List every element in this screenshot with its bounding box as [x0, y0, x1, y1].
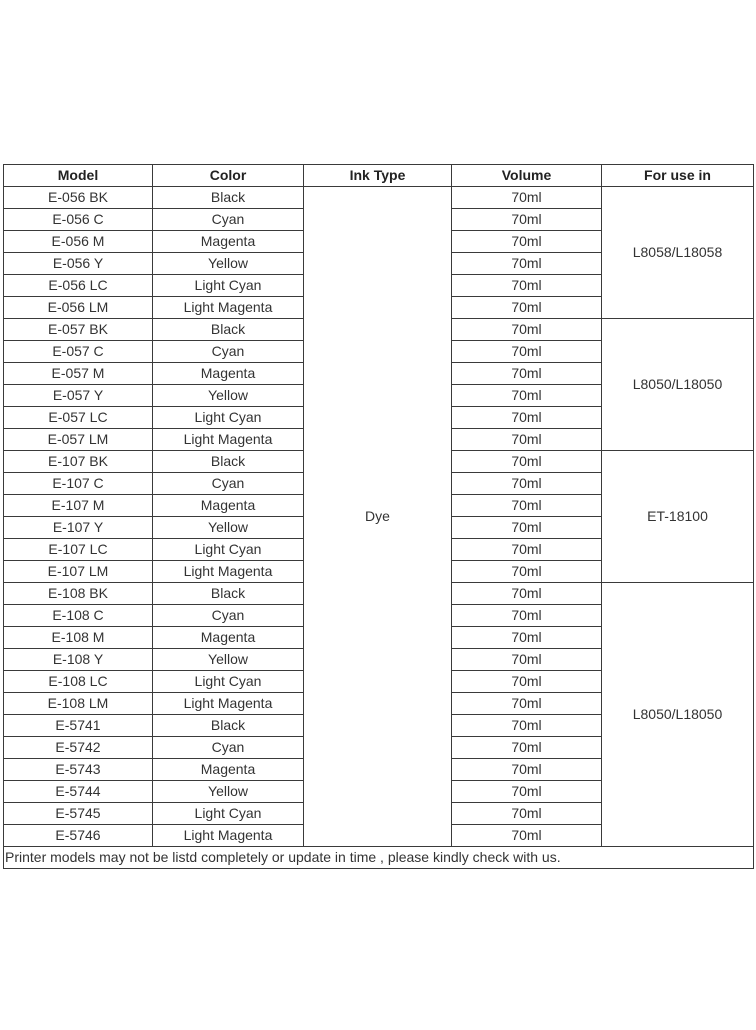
volume-cell: 70ml: [452, 429, 602, 451]
color-cell: Magenta: [153, 495, 304, 517]
header-model: Model: [4, 165, 153, 187]
volume-cell: 70ml: [452, 781, 602, 803]
color-cell: Light Cyan: [153, 803, 304, 825]
for-use-in-cell: L8050/L18050: [602, 319, 754, 451]
model-cell: E-107 Y: [4, 517, 153, 539]
volume-cell: 70ml: [452, 231, 602, 253]
for-use-in-cell: L8050/L18050: [602, 583, 754, 847]
model-cell: E-5746: [4, 825, 153, 847]
volume-cell: 70ml: [452, 561, 602, 583]
header-for-use-in: For use in: [602, 165, 754, 187]
model-cell: E-057 BK: [4, 319, 153, 341]
model-cell: E-057 Y: [4, 385, 153, 407]
model-cell: E-5741: [4, 715, 153, 737]
footnote: Printer models may not be listd completely or update in time , please kindly check with us.: [4, 847, 754, 869]
volume-cell: 70ml: [452, 495, 602, 517]
color-cell: Black: [153, 715, 304, 737]
volume-cell: 70ml: [452, 319, 602, 341]
for-use-in-cell: L8058/L18058: [602, 187, 754, 319]
model-cell: E-057 C: [4, 341, 153, 363]
volume-cell: 70ml: [452, 209, 602, 231]
color-cell: Light Cyan: [153, 407, 304, 429]
color-cell: Black: [153, 451, 304, 473]
volume-cell: 70ml: [452, 363, 602, 385]
color-cell: Light Magenta: [153, 825, 304, 847]
model-cell: E-108 M: [4, 627, 153, 649]
model-cell: E-5742: [4, 737, 153, 759]
volume-cell: 70ml: [452, 253, 602, 275]
header-color: Color: [153, 165, 304, 187]
volume-cell: 70ml: [452, 759, 602, 781]
model-cell: E-056 Y: [4, 253, 153, 275]
color-cell: Yellow: [153, 649, 304, 671]
model-cell: E-057 LM: [4, 429, 153, 451]
color-cell: Light Magenta: [153, 561, 304, 583]
model-cell: E-057 LC: [4, 407, 153, 429]
for-use-in-cell: ET-18100: [602, 451, 754, 583]
color-cell: Cyan: [153, 341, 304, 363]
table-row: [4, 187, 754, 209]
volume-cell: 70ml: [452, 451, 602, 473]
volume-cell: 70ml: [452, 649, 602, 671]
model-cell: E-5744: [4, 781, 153, 803]
volume-cell: 70ml: [452, 385, 602, 407]
volume-cell: 70ml: [452, 671, 602, 693]
volume-cell: 70ml: [452, 693, 602, 715]
color-cell: Light Cyan: [153, 671, 304, 693]
color-cell: Black: [153, 319, 304, 341]
color-cell: Light Magenta: [153, 297, 304, 319]
model-cell: E-108 LM: [4, 693, 153, 715]
color-cell: Cyan: [153, 473, 304, 495]
model-cell: E-107 M: [4, 495, 153, 517]
volume-cell: 70ml: [452, 605, 602, 627]
color-cell: Cyan: [153, 737, 304, 759]
model-cell: E-108 LC: [4, 671, 153, 693]
volume-cell: 70ml: [452, 737, 602, 759]
model-cell: E-056 BK: [4, 187, 153, 209]
model-cell: E-5745: [4, 803, 153, 825]
model-cell: E-107 C: [4, 473, 153, 495]
model-cell: E-108 BK: [4, 583, 153, 605]
volume-cell: 70ml: [452, 473, 602, 495]
model-cell: E-056 LM: [4, 297, 153, 319]
color-cell: Magenta: [153, 363, 304, 385]
header-row: [4, 165, 754, 187]
color-cell: Cyan: [153, 605, 304, 627]
model-cell: E-107 LC: [4, 539, 153, 561]
header-ink-type: Ink Type: [304, 165, 452, 187]
volume-cell: 70ml: [452, 825, 602, 847]
color-cell: Yellow: [153, 385, 304, 407]
volume-cell: 70ml: [452, 517, 602, 539]
model-cell: E-056 M: [4, 231, 153, 253]
color-cell: Light Magenta: [153, 693, 304, 715]
volume-cell: 70ml: [452, 583, 602, 605]
volume-cell: 70ml: [452, 715, 602, 737]
model-cell: E-107 LM: [4, 561, 153, 583]
volume-cell: 70ml: [452, 341, 602, 363]
volume-cell: 70ml: [452, 275, 602, 297]
color-cell: Light Cyan: [153, 539, 304, 561]
volume-cell: 70ml: [452, 187, 602, 209]
color-cell: Light Cyan: [153, 275, 304, 297]
model-cell: E-056 C: [4, 209, 153, 231]
color-cell: Black: [153, 187, 304, 209]
volume-cell: 70ml: [452, 803, 602, 825]
table-body: [4, 187, 754, 847]
header-volume: Volume: [452, 165, 602, 187]
model-cell: E-5743: [4, 759, 153, 781]
model-cell: E-056 LC: [4, 275, 153, 297]
volume-cell: 70ml: [452, 539, 602, 561]
model-cell: E-108 Y: [4, 649, 153, 671]
model-cell: E-107 BK: [4, 451, 153, 473]
color-cell: Yellow: [153, 253, 304, 275]
color-cell: Black: [153, 583, 304, 605]
model-cell: E-108 C: [4, 605, 153, 627]
color-cell: Magenta: [153, 627, 304, 649]
color-cell: Magenta: [153, 759, 304, 781]
color-cell: Light Magenta: [153, 429, 304, 451]
color-cell: Yellow: [153, 781, 304, 803]
ink-type-cell: Dye: [304, 187, 452, 847]
volume-cell: 70ml: [452, 407, 602, 429]
color-cell: Yellow: [153, 517, 304, 539]
color-cell: Magenta: [153, 231, 304, 253]
ink-compatibility-table: [3, 164, 754, 869]
volume-cell: 70ml: [452, 627, 602, 649]
footnote-row: [4, 847, 754, 869]
volume-cell: 70ml: [452, 297, 602, 319]
color-cell: Cyan: [153, 209, 304, 231]
model-cell: E-057 M: [4, 363, 153, 385]
